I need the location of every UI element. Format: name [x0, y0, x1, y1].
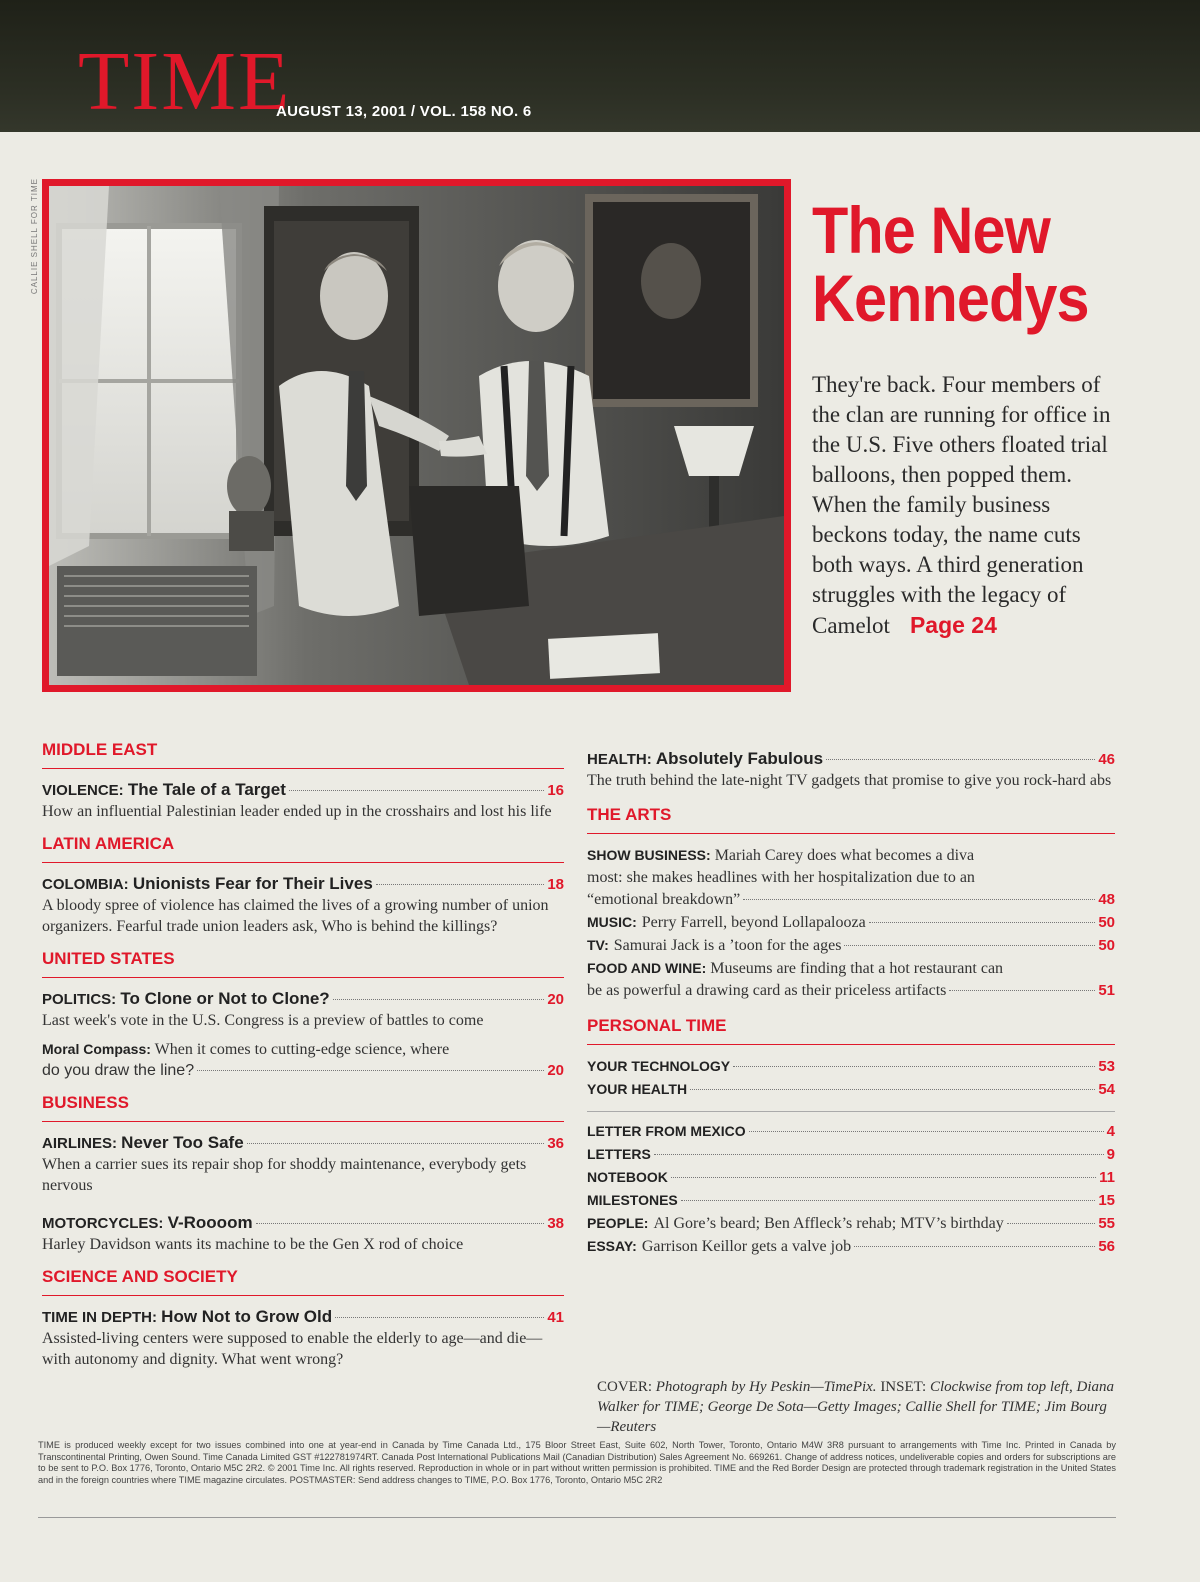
- cover-photo: [42, 179, 791, 692]
- section-business: BUSINESS: [42, 1093, 564, 1122]
- entry-page: 15: [1098, 1192, 1115, 1209]
- entry-desc: Harley Davidson wants its machine to be the Gen X rod of choice: [42, 1236, 464, 1253]
- entry-kicker: MUSIC:: [587, 914, 637, 930]
- toc-entry[interactable]: [42, 1212, 564, 1255]
- masthead: [0, 0, 1200, 132]
- toc-entry[interactable]: [42, 988, 564, 1031]
- toc-entry-moral-compass[interactable]: [42, 1039, 564, 1081]
- entry-kicker: AIRLINES:: [42, 1135, 117, 1152]
- toc-entry-your-technology[interactable]: [587, 1055, 1115, 1078]
- entry-kicker: MOTORCYCLES:: [42, 1215, 164, 1232]
- toc-entry[interactable]: [42, 1132, 564, 1196]
- entry-desc: When a carrier sues its repair shop for shoddy maintenance, everybody gets nervous: [42, 1156, 527, 1194]
- section-personal-time: PERSONAL TIME: [587, 1016, 1115, 1045]
- inset-label: INSET:: [880, 1379, 927, 1395]
- bottom-rule: [38, 1517, 1116, 1518]
- entry-kicker: PEOPLE:: [587, 1215, 649, 1231]
- entry-kicker: Moral Compass:: [42, 1041, 151, 1057]
- section-science-and-society: SCIENCE AND SOCIETY: [42, 1267, 564, 1296]
- entry-page: 9: [1106, 1146, 1115, 1163]
- toc-entry-music[interactable]: [587, 911, 1115, 934]
- entry-kicker: MILESTONES: [587, 1192, 678, 1208]
- entry-kicker: HEALTH:: [587, 751, 652, 768]
- entry-title: Absolutely Fabulous: [655, 749, 824, 768]
- entry-page: 53: [1098, 1058, 1115, 1075]
- leader-dots: [749, 1131, 1104, 1132]
- toc-right-column: [587, 748, 1115, 1258]
- entry-kicker: YOUR HEALTH: [587, 1081, 688, 1097]
- entry-kicker: LETTERS: [587, 1146, 651, 1162]
- entry-page: 11: [1099, 1169, 1115, 1186]
- entry-text: Al Gore’s beard; Ben Affleck’s rehab; MTV’s birthday: [653, 1215, 1004, 1232]
- entry-title: V-Roooom: [167, 1213, 253, 1232]
- toc-entry-food-and-wine[interactable]: [587, 957, 1115, 1002]
- entry-kicker: TV:: [587, 937, 609, 953]
- headline-line-1: The New: [812, 193, 1050, 267]
- issue-line: AUGUST 13, 2001 / VOL. 158 NO. 6: [276, 103, 532, 120]
- entry-page: 46: [1098, 751, 1115, 768]
- entry-line-1: Museums are finding that a hot restaurant can: [710, 960, 1004, 977]
- cover-credit: [597, 1377, 1117, 1437]
- entry-desc: Last week's vote in the U.S. Congress is a preview of battles to come: [42, 1012, 484, 1029]
- cover-photo-credit: Photograph by Hy Peskin—TimePix.: [655, 1379, 877, 1395]
- entry-title: The Tale of a Target: [127, 780, 286, 799]
- entry-line-2: be as powerful a drawing card as their priceless artifacts: [587, 982, 947, 999]
- entry-page: 41: [547, 1309, 564, 1326]
- entry-page: 54: [1098, 1081, 1115, 1098]
- leader-dots: [654, 1154, 1104, 1155]
- entry-page: 51: [1098, 982, 1115, 999]
- leader-dots: [671, 1177, 1096, 1178]
- entry-title: How Not to Grow Old: [161, 1307, 333, 1326]
- photo-credit: CALLIE SHELL FOR TIME: [30, 178, 39, 295]
- leader-dots: [289, 790, 544, 791]
- entry-page: 56: [1098, 1238, 1115, 1255]
- toc-entry-tv[interactable]: [587, 934, 1115, 957]
- toc-entry-letters[interactable]: [587, 1143, 1115, 1166]
- toc-entry-essay[interactable]: [587, 1235, 1115, 1258]
- entry-page: 4: [1106, 1123, 1115, 1140]
- cover-page-ref[interactable]: Page 24: [909, 612, 997, 638]
- entry-page: 38: [547, 1215, 564, 1232]
- entry-page: 50: [1098, 914, 1115, 931]
- entry-page: 18: [547, 876, 564, 893]
- toc-entry-people[interactable]: [587, 1212, 1115, 1235]
- leader-dots: [949, 990, 1095, 991]
- toc-entry-show-business[interactable]: [587, 844, 1115, 911]
- entry-desc: The truth behind the late-night TV gadgets that promise to give you rock-hard abs: [587, 772, 1112, 789]
- entry-page: 50: [1098, 937, 1115, 954]
- entry-page: 16: [547, 782, 564, 799]
- entry-line-3: “emotional breakdown”: [587, 891, 741, 908]
- leader-dots: [256, 1223, 545, 1224]
- leader-dots: [743, 899, 1095, 900]
- toc-entry-your-health[interactable]: [587, 1078, 1115, 1101]
- entry-title: Never Too Safe: [121, 1133, 244, 1152]
- entry-page: 36: [547, 1135, 564, 1152]
- entry-kicker: TIME IN DEPTH:: [42, 1309, 157, 1326]
- toc-entry[interactable]: [42, 779, 564, 822]
- section-middle-east: MIDDLE EAST: [42, 740, 564, 769]
- entry-kicker: VIOLENCE:: [42, 782, 124, 799]
- leader-dots: [335, 1317, 544, 1318]
- entry-desc: Assisted-living centers were supposed to enable the elderly to age—and die—with autonomy and dignity. What went wrong?: [42, 1330, 543, 1368]
- entry-text: Samurai Jack is a ’toon for the ages: [613, 937, 842, 954]
- toc-entry-milestones[interactable]: [587, 1189, 1115, 1212]
- entry-kicker: LETTER FROM MEXICO: [587, 1123, 746, 1139]
- toc-left-column: [42, 740, 564, 1382]
- leader-dots: [854, 1246, 1095, 1247]
- leader-dots: [681, 1200, 1096, 1201]
- entry-kicker: YOUR TECHNOLOGY: [587, 1058, 731, 1074]
- leader-dots: [197, 1070, 544, 1071]
- entry-kicker: FOOD AND WINE:: [587, 960, 707, 976]
- entry-line-2: most: she makes headlines with her hospitalization due to an: [587, 869, 975, 886]
- divider: [587, 1111, 1115, 1112]
- entry-page: 20: [547, 991, 564, 1008]
- leader-dots: [247, 1143, 545, 1144]
- toc-entry-health[interactable]: [587, 748, 1115, 791]
- entry-page: 20: [547, 1062, 564, 1079]
- entry-kicker: NOTEBOOK: [587, 1169, 668, 1185]
- headline-line-2: Kennedys: [812, 261, 1089, 335]
- leader-dots: [869, 922, 1096, 923]
- cover-label: COVER:: [597, 1379, 653, 1395]
- cover-deck: [812, 370, 1124, 641]
- leader-dots: [733, 1066, 1095, 1067]
- entry-desc: How an influential Palestinian leader ended up in the crosshairs and lost his life: [42, 803, 552, 820]
- toc-entry[interactable]: [42, 1306, 564, 1370]
- leader-dots: [376, 884, 545, 885]
- entry-text: Garrison Keillor gets a valve job: [641, 1238, 852, 1255]
- section-united-states: UNITED STATES: [42, 949, 564, 978]
- section-latin-america: LATIN AMERICA: [42, 834, 564, 863]
- toc-entry-notebook[interactable]: [587, 1166, 1115, 1189]
- leader-dots: [690, 1089, 1095, 1090]
- inset-credits: Clockwise from top left, Diana Walker for TIME; George De Sota—Getty Images; Callie Shell for TIME; Jim Bourg—Reuters: [597, 1379, 1114, 1435]
- entry-desc: A bloody spree of violence has claimed the lives of a growing number of union organizers. Fearful trade union leaders ask, Who is behind the killings?: [42, 897, 549, 935]
- entry-line-1: Mariah Carey does what becomes a diva: [714, 847, 975, 864]
- entry-title: Unionists Fear for Their Lives: [132, 874, 373, 893]
- entry-page: 48: [1098, 891, 1115, 908]
- leader-dots: [844, 945, 1095, 946]
- entry-text: Perry Farrell, beyond Lollapalooza: [641, 914, 866, 931]
- entry-text-line-2: do you draw the line?: [42, 1062, 195, 1079]
- entry-kicker: ESSAY:: [587, 1238, 637, 1254]
- entry-page: 55: [1098, 1215, 1115, 1232]
- entry-kicker: COLOMBIA:: [42, 876, 129, 893]
- entry-text-line-1: When it comes to cutting-edge science, where: [154, 1041, 450, 1058]
- section-the-arts: THE ARTS: [587, 805, 1115, 834]
- photo-illustration: [49, 186, 784, 685]
- publication-fine-print: TIME is produced weekly except for two issues combined into one at year-end in Canada by Time Canada Ltd., 175 Bloor Street East, Suite 602, North Tower, Toronto, Ontario M4W 3R8 pursuant to arrangements with Time Inc. Printed in Canada by Transcontinental Printing, Owen Sound. Time Canada Limited GST #122781974RT. Canada Post International Publications Mail (Canadian Distribution) Sales Agreement No. 669261. Change of address notices, undeliverable copies and orders for subscriptions are to be sent to P.O. Box 1776, Toronto, Ontario M5C 2R2. © 2001 Time Inc. All rights reserved. Reproduction in whole or in part without written permission is prohibited. TIME and the Red Border Design are protected through trademark registration in the United States and in the foreign countries where TIME magazine circulates. POSTMASTER: Send address changes to TIME, P.O. Box 1776, Toronto, Ontario M5C 2R2: [38, 1440, 1116, 1485]
- leader-dots: [333, 999, 545, 1000]
- deck-text: They're back. Four members of the clan are running for office in the U.S. Five others floated trial balloons, then popped them. When the family business beckons today, the name cuts both ways. A third generation struggles with the legacy of Camelot: [812, 372, 1111, 638]
- leader-dots: [1007, 1223, 1096, 1224]
- time-logo: TIME: [78, 35, 292, 128]
- entry-title: To Clone or Not to Clone?: [120, 989, 330, 1008]
- leader-dots: [826, 759, 1095, 760]
- toc-entry-letter-from-mexico[interactable]: [587, 1120, 1115, 1143]
- entry-kicker: SHOW BUSINESS:: [587, 847, 711, 863]
- entry-kicker: POLITICS:: [42, 991, 117, 1008]
- cover-headline: [812, 193, 1154, 335]
- toc-entry[interactable]: [42, 873, 564, 937]
